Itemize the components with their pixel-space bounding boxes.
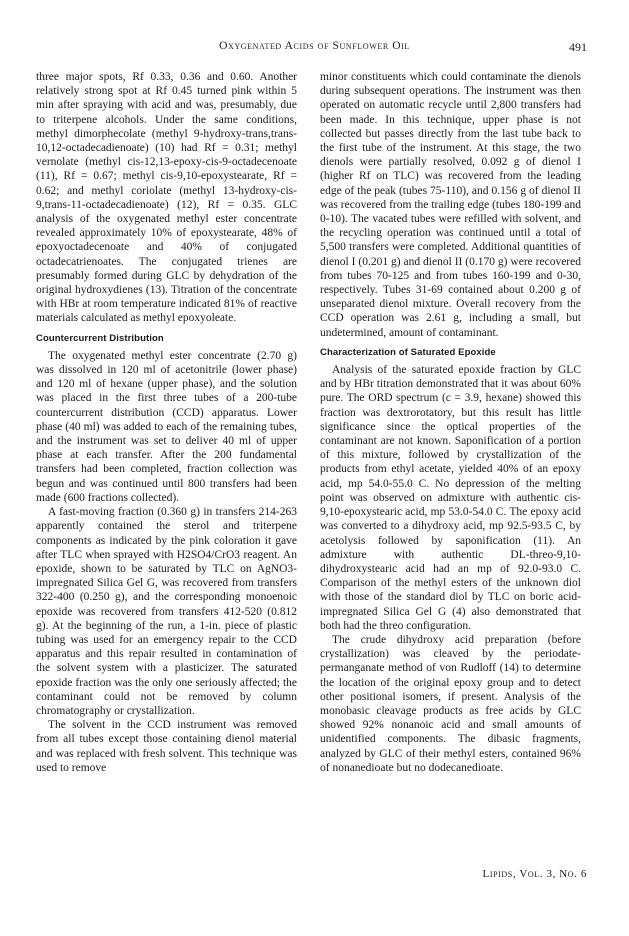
section-heading-saturated-epoxide: Characterization of Saturated Epoxide (320, 346, 496, 358)
paragraph: A fast-moving fraction (0.360 g) in transfers 214-263 apparently contained the sterol and triterpene components as indicated by the pink coloration it gave after TLC when sprayed with H2SO4/CrO3 reagent. An epoxide, shown to be saturated by TLC on AgNO3-impregnated Silica Gel G, was recovered from transfers 322-400 (0.250 g), and the corresponding monoenoic epoxide was recovered from transfers 412-520 (0.812 g). At the beginning of the run, a 1-in. piece of plastic tubing was used for an emergency repair to the CCD apparatus and this repair resulted in contamination of the solvent system with a plasticizer. The saturated epoxide fraction was the only one seriously affected; the contaminant could not be removed by column chromatography or crystallization. (36, 506, 297, 717)
paragraph: minor constituents which could contaminate the dienols during subsequent operations. The instrument was then operated on automatic recycle until 2,800 transfers had been made. In this technique, upper phase is not collected but passes directly from the last tube back to the first tube of the instrument. At this stage, the two dienols were partially resolved, 0.092 g of dienol I (higher Rf on TLC) was recovered from the leading edge of the peak (tubes 75-110), and 0.156 g of dienol II was recovered from the trailing edge (tubes 180-199 and 0-10). The vacated tubes were refilled with solvent, and the recycling operation was continued until a total of 5,500 transfers were completed. Additional quantities of dienol I (0.201 g) and dienol II (0.170 g) were recovered from tubes 70-125 and from tubes 160-199 and 0-30, respectively. Tubes 31-69 contained about 0.200 g of unseparated dienol mixture. Overall recovery from the CCD operation was 2.61 g, including a small, but undetermined, amount of contaminant. (320, 71, 581, 339)
paragraph: three major spots, Rf 0.33, 0.36 and 0.60. Another relatively strong spot at Rf 0.45 turned pink within 5 min after spraying with acid and was, presumably, due to triterpene alcohols. Under the same conditions, methyl dimorphecolate (methyl 9-hydroxy-trans,trans-10,12-octadecadienoate) (10) had Rf = 0.31; methyl vernolate (methyl cis-12,13-epoxy-cis-9-octadecenoate (11), Rf = 0.67; methyl cis-9,10-epoxystearate, Rf = 0.62; and methyl coriolate (methyl 13-hydroxy-cis-9,trans-11-octadecadienoate) (12), Rf = 0.35. GLC analysis of the oxygenated methyl ester concentrate revealed approximately 10% of epoxystearate, 48% of epoxyoctadecenoate and 40% of conjugated octadecatrienoates. The conjugated trienes are presumably formed during GLC by dehydration of the original hydroxydienes (13). Titration of the concentrate with HBr at room temperature indicated 81% of reactive materials calculated as methyl epoxyoleate. (36, 71, 297, 325)
paragraph: Analysis of the saturated epoxide fraction by GLC and by HBr titration demonstrated that it was about 60% pure. The ORD spectrum (c = 3.9, hexane) showed this fraction was dextrorotatory, but this result has little significance since the optical properties of the contaminant are not known. Saponification of a portion of this mixture, followed by crystallization of the products from ethyl acetate, yielded 40% of an epoxy acid, mp 54.0-55.0 C. No depression of the melting point was observed on admixture with authentic cis-9,10-epoxystearic acid, mp 53.0-54.0 C. The epoxy acid was converted to a dihydroxy acid, mp 92.5-93.5 C, by acetolysis followed by saponification (11). An admixture with authentic DL-threo-9,10-dihydroxystearic acid had an mp of 92.0-93.0 C. Comparison of the methyl esters of the unknown diol with those of the standard diol by TLC on boric acid-impregnated Silica Gel G (4) also demonstrated that both had the threo configuration. (320, 364, 581, 632)
paragraph: The solvent in the CCD instrument was removed from all tubes except those containing dienol material and was replaced with fresh solvent. This technique was used to remove (36, 719, 297, 774)
running-header-title: Oxygenated Acids of Sunflower Oil (219, 40, 410, 52)
journal-footer: Lipids, Vol. 3, No. 6 (482, 868, 587, 880)
paragraph: The oxygenated methyl ester concentrate (2.70 g) was dissolved in 120 ml of acetonitrile (lower phase) and 120 ml of hexane (upper phase), and the solution was placed in the first three tubes of a 200-tube countercurrent distribution (CCD) apparatus. Lower phase (40 ml) was added to each of the remaining tubes, and the instrument was set to deliver 40 ml of upper phase at each transfer. After the 200 fundamental transfers had been completed, fraction collection was begun and was continued until 800 transfers had been made (600 fractions collected). (36, 349, 297, 504)
paragraph: The crude dihydroxy acid preparation (before crystallization) was cleaved by the periodate-permanganate method of von Rudloff (14) to determine the location of the original epoxy group and to detect other positional isomers, if present. Analysis of the monobasic cleavage products as free acids by GLC showed 92% nonanoic acid and small amounts of unidentified components. The dibasic fragments, analyzed by GLC of their methyl esters, contained 96% of nonanedioate but no dodecanedioate. (320, 633, 581, 774)
page-number: 491 (569, 40, 587, 54)
right-column (320, 70, 581, 775)
left-column (36, 70, 297, 775)
section-heading-countercurrent: Countercurrent Distribution (36, 332, 164, 344)
